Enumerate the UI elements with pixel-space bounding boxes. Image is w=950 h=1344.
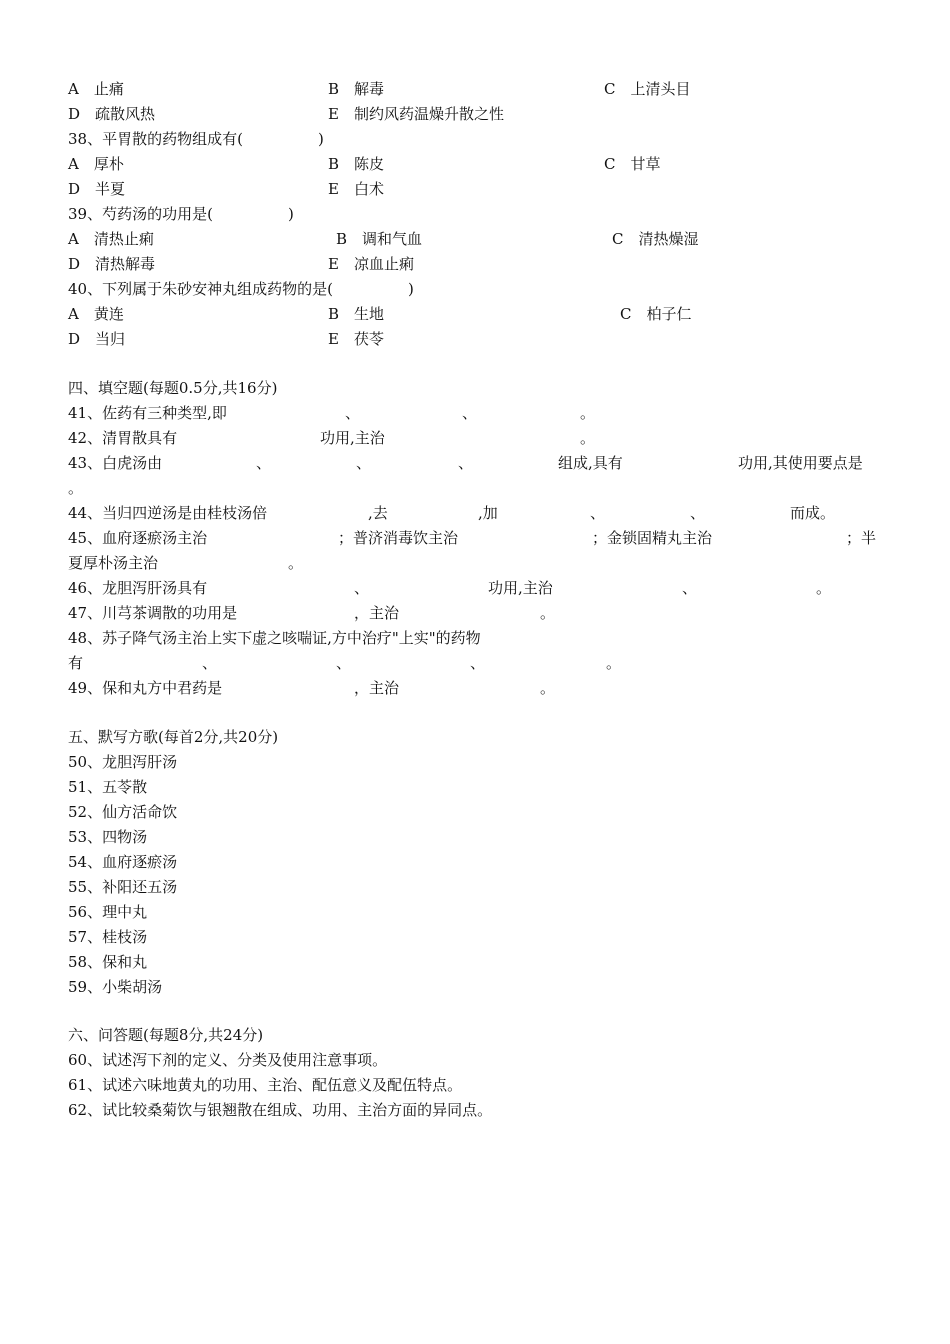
list-item: 57、桂枝汤 — [68, 928, 148, 946]
list-item: 62、试比较桑菊饮与银翘散在组成、功用、主治方面的异同点。 — [68, 1101, 493, 1119]
section-heading: 六、问答题(每题8分,共24分) — [68, 1026, 264, 1044]
option-a: A 黄连 — [68, 305, 124, 323]
option-a: A 止痛 — [68, 80, 124, 98]
option-b: B 调和气血 — [336, 230, 423, 248]
option-d: D 疏散风热 — [68, 105, 156, 123]
list-item: 50、龙胆泻肝汤 — [68, 753, 178, 771]
list-item: 54、血府逐瘀汤 — [68, 853, 178, 871]
list-item: 56、理中丸 — [68, 903, 148, 921]
option-d: D 清热解毒 — [68, 255, 156, 273]
section-heading: 四、填空题(每题0.5分,共16分) — [68, 379, 278, 397]
list-item: 51、五苓散 — [68, 778, 148, 796]
list-item: 60、试述泻下剂的定义、分类及使用注意事项。 — [68, 1051, 388, 1069]
option-c: C 柏子仁 — [620, 305, 692, 323]
option-c: C 清热燥湿 — [612, 230, 699, 248]
question-38: 38、平胃散的药物组成有( ) — [68, 130, 324, 148]
list-item: 61、试述六味地黄丸的功用、主治、配伍意义及配伍特点。 — [68, 1076, 463, 1094]
option-c: C 上清头目 — [604, 80, 691, 98]
page: A 止痛 B 解毒 C 上清头目 D 疏散风热 E 制约风药温燥升散之性 38、平胃散的药物组成有( ) A 厚朴 B 陈皮 C 甘草 D 半夏 E 白术 39、芍药汤的功用是( ) A 清热止痢 B 调和气血 C 清热燥湿 D 清热解毒 E 凉血止痢 40、下列属于朱砂安神丸组成药物的是( ) A 黄连 B 生地 C 柏子仁 D 当归 E 茯苓 四、填空题(每题0.5分,共16分) 41、佐药有三种类型,即 、 、 。 42、清胃散具有 功用,主治 。 43、白虎汤由 、 、 、 组成,具有 功用,其使用要点是 。 44、当归四逆汤是由桂枝汤倍 ,去 ,加 、 、 而成。 45、血府逐瘀汤主治 ；普济消毒饮主治 ；金锁固精丸主治 ；半 夏厚朴汤主治 。 46、龙胆泻肝汤具有 、 功用,主治 、 。 47、川芎茶调散的功用是 ，主治 。 48、苏子降气汤主治上实下虚之咳喘证,方中治疗"上实"的药物 有 、 、 、 。 49、保和丸方中君药是 ，主治 。 五、默写方歌(每首2分,共20分) 50、龙胆泻肝汤 51、五苓散 52、仙方活命饮 53、四物汤 54、血府逐瘀汤 55、补阳还五汤 56、理中丸 57、桂枝汤 58、保和丸 59、小柴胡汤 六、问答题(每题8分,共24分) 60、试述泻下剂的定义、分类及使用注意事项。 61、试述六味地黄丸的功用、主治、配伍意义及配伍特点。 62、试比较桑菊饮与银翘散在组成、功用、主治方面的异同点。 — [68, 80, 877, 1119]
question-40: 40、下列属于朱砂安神丸组成药物的是( ) — [68, 280, 414, 298]
option-a: A 厚朴 — [68, 155, 124, 173]
list-item: 55、补阳还五汤 — [68, 878, 178, 896]
section-heading: 五、默写方歌(每首2分,共20分) — [68, 728, 279, 746]
option-e: E 制约风药温燥升散之性 — [328, 105, 504, 123]
option-b: B 解毒 — [328, 80, 385, 98]
option-a: A 清热止痢 — [68, 230, 154, 248]
list-item: 52、仙方活命饮 — [68, 803, 178, 821]
option-e: E 白术 — [328, 180, 384, 198]
list-item: 58、保和丸 — [68, 953, 148, 971]
list-item: 53、四物汤 — [68, 828, 148, 846]
option-d: D 当归 — [68, 330, 126, 348]
option-b: B 生地 — [328, 305, 385, 323]
option-e: E 茯苓 — [328, 330, 384, 348]
list-item: 59、小柴胡汤 — [68, 978, 163, 996]
question-39: 39、芍药汤的功用是( ) — [68, 205, 294, 223]
option-d: D 半夏 — [68, 180, 126, 198]
option-e: E 凉血止痢 — [328, 255, 414, 273]
option-c: C 甘草 — [604, 155, 661, 173]
option-b: B 陈皮 — [328, 155, 385, 173]
